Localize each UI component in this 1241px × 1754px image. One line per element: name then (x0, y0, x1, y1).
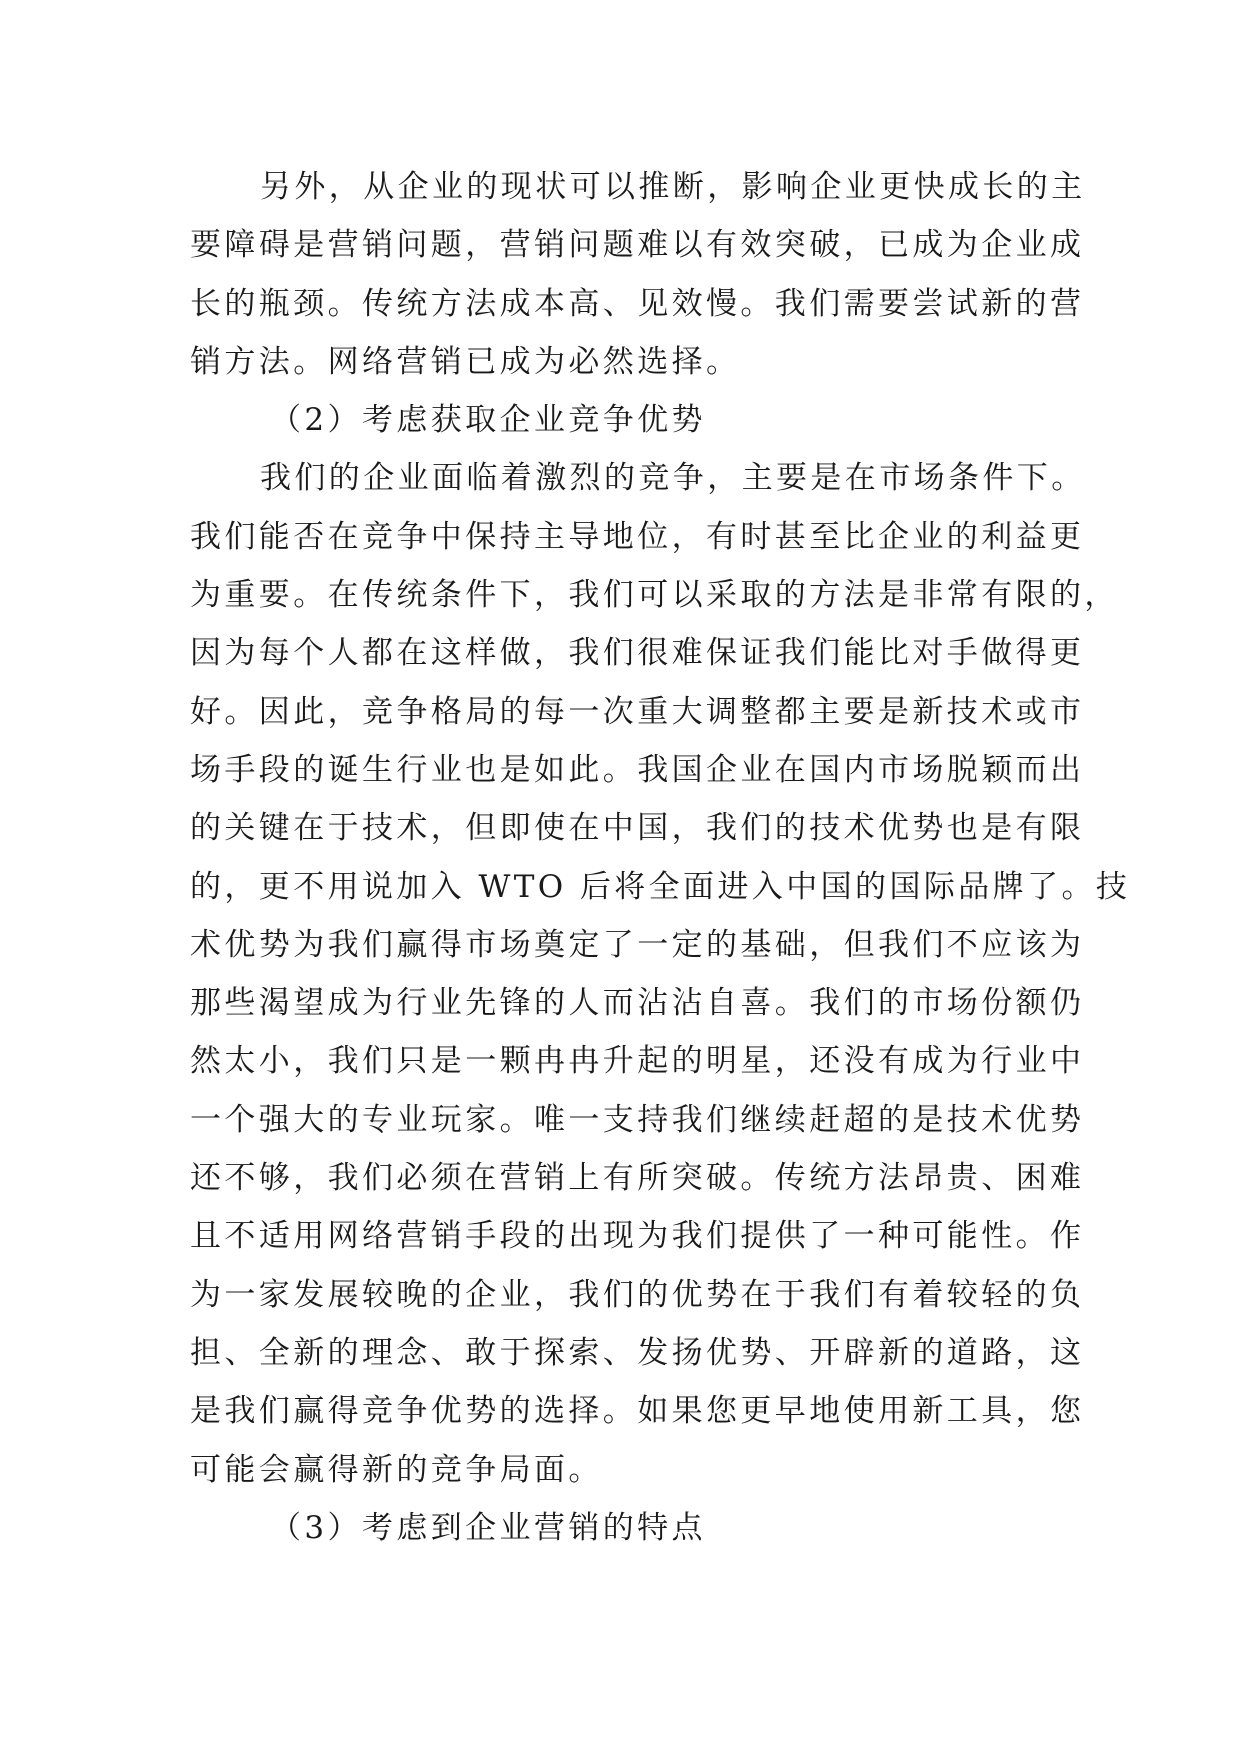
paragraph-line: 我们的企业面临着激烈的竞争，主要是在市场条件下。 (260, 460, 1086, 497)
paragraph-line: 好。因此，竞争格局的每一次重大调整都主要是新技术或市 (190, 693, 1085, 730)
paragraph-2 (190, 449, 1131, 1498)
paragraph-line: 那些渴望成为行业先锋的人而沾沾自喜。我们的市场份额仍 (190, 985, 1085, 1022)
paragraph-line: 场手段的诞生行业也是如此。我国企业在国内市场脱颖而出 (190, 751, 1085, 788)
paragraph-line: 可能会赢得新的竞争局面。 (190, 1451, 603, 1488)
paragraph-line: 且不适用网络营销手段的出现为我们提供了一种可能性。作 (190, 1218, 1085, 1255)
paragraph-line: 销方法。网络营销已成为必然选择。 (190, 343, 741, 380)
paragraph-line: 要障碍是营销问题，营销问题难以有效突破，已成为企业成 (190, 227, 1085, 264)
paragraph-line: 为一家发展较晚的企业，我们的优势在于我们有着较轻的负 (190, 1276, 1085, 1313)
paragraph-line: 为重要。在传统条件下，我们可以采取的方法是非常有限的， (190, 577, 1119, 614)
paragraph-line: 一个强大的专业玩家。唯一支持我们继续赶超的是技术优势 (190, 1101, 1085, 1138)
paragraph-line: 我们能否在竞争中保持主导地位，有时甚至比企业的利益更 (190, 518, 1085, 555)
paragraph-line: 的关键在于技术，但即使在中国，我们的技术优势也是有限 (190, 810, 1085, 847)
paragraph-1 (190, 158, 1086, 391)
paragraph-line: 是我们赢得竞争优势的选择。如果您更早地使用新工具，您 (190, 1393, 1085, 1430)
section-heading-2: （2）考虑获取企业竞争优势 (270, 402, 706, 439)
paragraph-line: 的，更不用说加入 WTO 后将全面进入中国的国际品牌了。技 (190, 868, 1131, 905)
paragraph-line: 术优势为我们赢得市场奠定了一定的基础，但我们不应该为 (190, 926, 1085, 963)
paragraph-line: 还不够，我们必须在营销上有所突破。传统方法昂贵、困难 (190, 1160, 1085, 1197)
paragraph-line: 因为每个人都在这样做，我们很难保证我们能比对手做得更 (190, 635, 1085, 672)
paragraph-line: 长的瓶颈。传统方法成本高、见效慢。我们需要尝试新的营 (190, 285, 1085, 322)
paragraph-line: 另外，从企业的现状可以推断，影响企业更快成长的主 (260, 169, 1086, 205)
section-heading-3: （3）考虑到企业营销的特点 (270, 1509, 706, 1546)
document-body (190, 158, 1131, 1557)
paragraph-line: 然太小，我们只是一颗冉冉升起的明星，还没有成为行业中 (190, 1043, 1085, 1080)
paragraph-line: 担、全新的理念、敢于探索、发扬优势、开辟新的道路，这 (190, 1334, 1085, 1371)
